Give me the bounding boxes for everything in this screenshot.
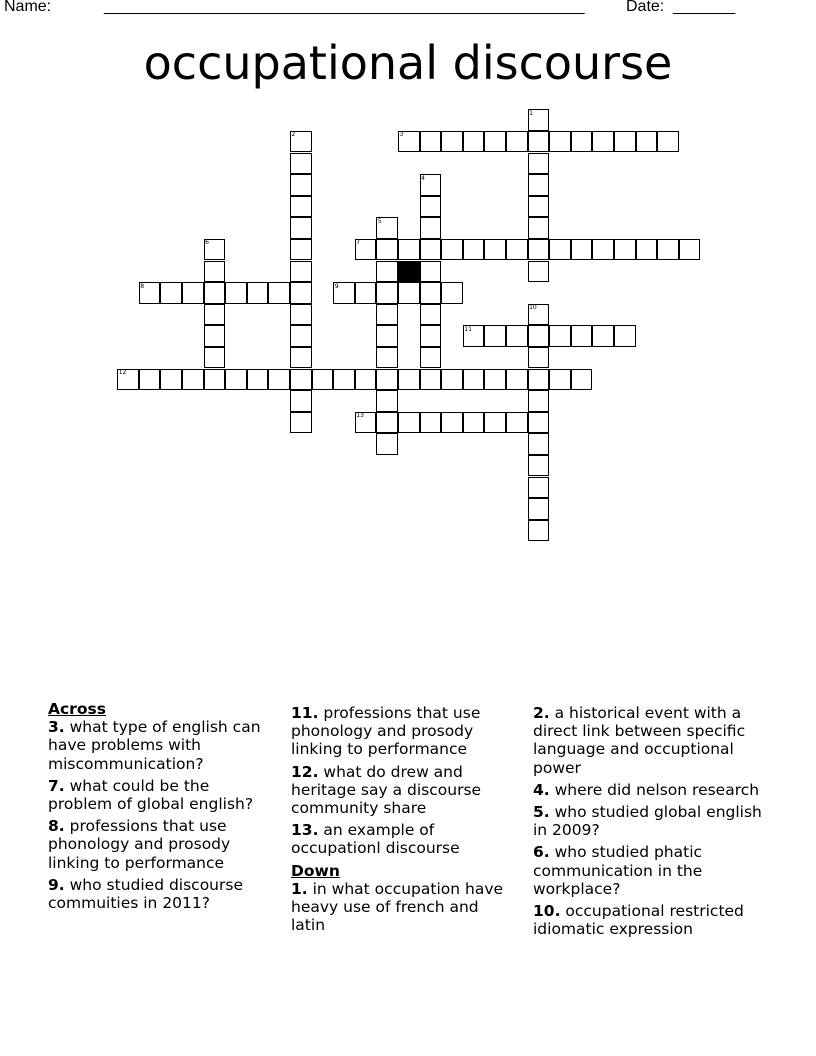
grid-cell[interactable] [592, 131, 614, 153]
grid-cell[interactable] [376, 304, 398, 326]
grid-cell[interactable] [506, 131, 528, 153]
clue-down-10: 10. occupational restricted idiomatic expression [533, 902, 744, 939]
clue-across-12: 12. what do drew and heritage say a discourse community share [291, 762, 482, 818]
grid-cell[interactable] [398, 282, 420, 304]
grid-cell[interactable] [549, 369, 571, 391]
grid-cell[interactable] [247, 282, 269, 304]
grid-cell[interactable] [463, 239, 485, 261]
grid-cell[interactable] [420, 196, 442, 218]
grid-cell[interactable] [398, 239, 420, 261]
grid-cell[interactable] [441, 412, 463, 434]
grid-cell[interactable] [204, 261, 226, 283]
grid-cell[interactable] [420, 261, 442, 283]
grid-cell[interactable] [290, 347, 312, 369]
grid-cell[interactable] [420, 347, 442, 369]
clue-number-11: 11 [464, 325, 472, 333]
grid-cell[interactable] [355, 369, 377, 391]
grid-cell[interactable] [420, 217, 442, 239]
grid-cell[interactable] [290, 196, 312, 218]
date-field[interactable]: _______ [673, 0, 736, 15]
grid-cell[interactable] [420, 369, 442, 391]
grid-cell[interactable] [225, 369, 247, 391]
grid-cell[interactable] [290, 239, 312, 261]
clue-number-6: 6 [205, 239, 209, 247]
grid-cell[interactable] [376, 369, 398, 391]
grid-cell[interactable] [182, 369, 204, 391]
grid-cell[interactable] [355, 282, 377, 304]
grid-cell[interactable] [290, 369, 312, 391]
clue-number-5: 5 [377, 217, 382, 225]
grid-cell[interactable] [420, 239, 442, 261]
grid-cell[interactable] [528, 390, 550, 412]
grid-cell[interactable] [441, 131, 463, 153]
grid-cell[interactable] [679, 239, 701, 261]
grid-cell[interactable] [528, 433, 550, 455]
grid-cell[interactable] [290, 153, 312, 175]
name-label: Name: [4, 0, 52, 15]
grid-cell[interactable] [592, 325, 614, 347]
grid-cell[interactable] [528, 369, 550, 391]
clue-number-10: 10 [529, 304, 537, 312]
grid-cell[interactable] [268, 369, 290, 391]
grid-cell[interactable] [139, 369, 161, 391]
grid-cell[interactable] [506, 325, 528, 347]
grid-cell[interactable] [571, 325, 593, 347]
grid-cell[interactable] [528, 477, 550, 499]
grid-cell[interactable] [528, 347, 550, 369]
grid-cell[interactable] [549, 325, 571, 347]
down-heading: Down [291, 861, 340, 880]
grid-cell[interactable] [290, 412, 312, 434]
grid-cell[interactable] [528, 239, 550, 261]
grid-cell[interactable] [657, 239, 679, 261]
grid-cell[interactable] [571, 131, 593, 153]
grid-cell[interactable] [160, 369, 182, 391]
black-cell [398, 261, 420, 283]
grid-cell[interactable] [528, 455, 550, 477]
grid-cell[interactable] [376, 433, 398, 455]
grid-cell[interactable] [376, 282, 398, 304]
grid-cell[interactable] [506, 369, 528, 391]
grid-cell[interactable] [484, 325, 506, 347]
grid-cell[interactable] [528, 217, 550, 239]
clue-number-8: 8 [140, 282, 145, 290]
grid-cell[interactable] [290, 282, 312, 304]
clue-number-7: 7 [356, 239, 361, 247]
grid-cell[interactable] [614, 131, 636, 153]
clue-number-13: 13 [356, 412, 364, 420]
grid-cell[interactable] [398, 412, 420, 434]
clue-across-11: 11. professions that use phonology and prosody linking to performance [291, 704, 481, 759]
grid-cell[interactable] [528, 412, 550, 434]
grid-cell[interactable] [376, 390, 398, 412]
date-label: Date: [626, 0, 665, 15]
grid-cell[interactable] [420, 304, 442, 326]
grid-cell[interactable] [506, 412, 528, 434]
clue-down-2: 2. a historical event with a direct link between specific language and occuptional power [533, 704, 746, 777]
grid-cell[interactable] [398, 369, 420, 391]
grid-cell[interactable] [614, 325, 636, 347]
grid-cell[interactable] [484, 131, 506, 153]
across-heading: Across [48, 700, 106, 718]
clue-across-3: 3. what type of english can have problems with miscommunication? [48, 718, 261, 773]
clue-number-2: 2 [291, 131, 296, 139]
grid-cell[interactable] [376, 412, 398, 434]
grid-cell[interactable] [549, 239, 571, 261]
grid-cell[interactable] [290, 304, 312, 326]
grid-cell[interactable] [204, 347, 226, 369]
grid-cell[interactable] [441, 282, 463, 304]
grid-cell[interactable] [441, 369, 463, 391]
page-title: occupational discourse [143, 36, 673, 90]
grid-cell[interactable] [420, 131, 442, 153]
grid-cell[interactable] [290, 390, 312, 412]
grid-cell[interactable] [290, 325, 312, 347]
grid-cell[interactable] [290, 217, 312, 239]
clue-across-9: 9. who studied discourse commuities in 2011? [48, 875, 243, 913]
grid-cell[interactable] [182, 282, 204, 304]
grid-cell[interactable] [268, 282, 290, 304]
clue-down-5: 5. who studied global english in 2009? [533, 803, 762, 840]
grid-cell[interactable] [484, 412, 506, 434]
grid-cell[interactable] [290, 261, 312, 283]
clue-down-1: 1. in what occupation have heavy use of french and latin [291, 879, 504, 935]
clue-column-1 [48, 700, 273, 916]
grid-cell[interactable] [333, 369, 355, 391]
clue-column-2 [291, 704, 516, 938]
grid-cell[interactable] [376, 261, 398, 283]
clue-down-6: 6. who studied phatic communication in the workplace? [533, 843, 703, 898]
grid-cell[interactable] [312, 369, 334, 391]
clue-number-1: 1 [529, 109, 533, 117]
grid-cell[interactable] [420, 325, 442, 347]
grid-cell[interactable] [204, 369, 226, 391]
grid-cell[interactable] [225, 282, 247, 304]
grid-cell[interactable] [463, 131, 485, 153]
grid-cell[interactable] [528, 153, 550, 175]
grid-cell[interactable] [247, 369, 269, 391]
grid-cell[interactable] [528, 174, 550, 196]
grid-cell[interactable] [376, 347, 398, 369]
grid-cell[interactable] [528, 131, 550, 153]
grid-cell[interactable] [571, 239, 593, 261]
grid-cell[interactable] [528, 325, 550, 347]
clue-number-4: 4 [421, 174, 425, 182]
grid-cell[interactable] [636, 131, 658, 153]
grid-cell[interactable] [376, 239, 398, 261]
grid-cell[interactable] [592, 239, 614, 261]
grid-cell[interactable] [463, 412, 485, 434]
grid-cell[interactable] [376, 325, 398, 347]
grid-cell[interactable] [290, 174, 312, 196]
clue-across-8: 8. professions that use phonology and prosody linking to performance [48, 817, 231, 872]
grid-cell[interactable] [160, 282, 182, 304]
grid-cell[interactable] [484, 239, 506, 261]
clue-column-3 [533, 704, 773, 942]
grid-cell[interactable] [420, 282, 442, 304]
grid-cell[interactable] [571, 369, 593, 391]
grid-cell[interactable] [549, 131, 571, 153]
grid-cell[interactable] [420, 412, 442, 434]
grid-cell[interactable] [441, 239, 463, 261]
grid-cell[interactable] [204, 282, 226, 304]
clue-number-3: 3 [399, 131, 404, 139]
clue-across-7: 7. what could be the problem of global english? [48, 776, 254, 814]
clue-across-13: 13. an example of occupationl discourse [291, 821, 460, 858]
grid-cell[interactable] [614, 239, 636, 261]
grid-cell[interactable] [528, 196, 550, 218]
grid-cell[interactable] [204, 325, 226, 347]
grid-cell[interactable] [528, 498, 550, 520]
grid-cell[interactable] [528, 261, 550, 283]
grid-cell[interactable] [636, 239, 658, 261]
clue-down-4: 4. where did nelson research [533, 780, 760, 799]
grid-cell[interactable] [463, 369, 485, 391]
grid-cell[interactable] [506, 239, 528, 261]
grid-cell[interactable] [204, 304, 226, 326]
name-field[interactable]: ______________________________________________________ [104, 0, 585, 15]
clue-number-9: 9 [334, 282, 339, 290]
grid-cell[interactable] [528, 520, 550, 542]
clue-number-12: 12 [118, 369, 127, 376]
grid-cell[interactable] [657, 131, 679, 153]
grid-cell[interactable] [484, 369, 506, 391]
